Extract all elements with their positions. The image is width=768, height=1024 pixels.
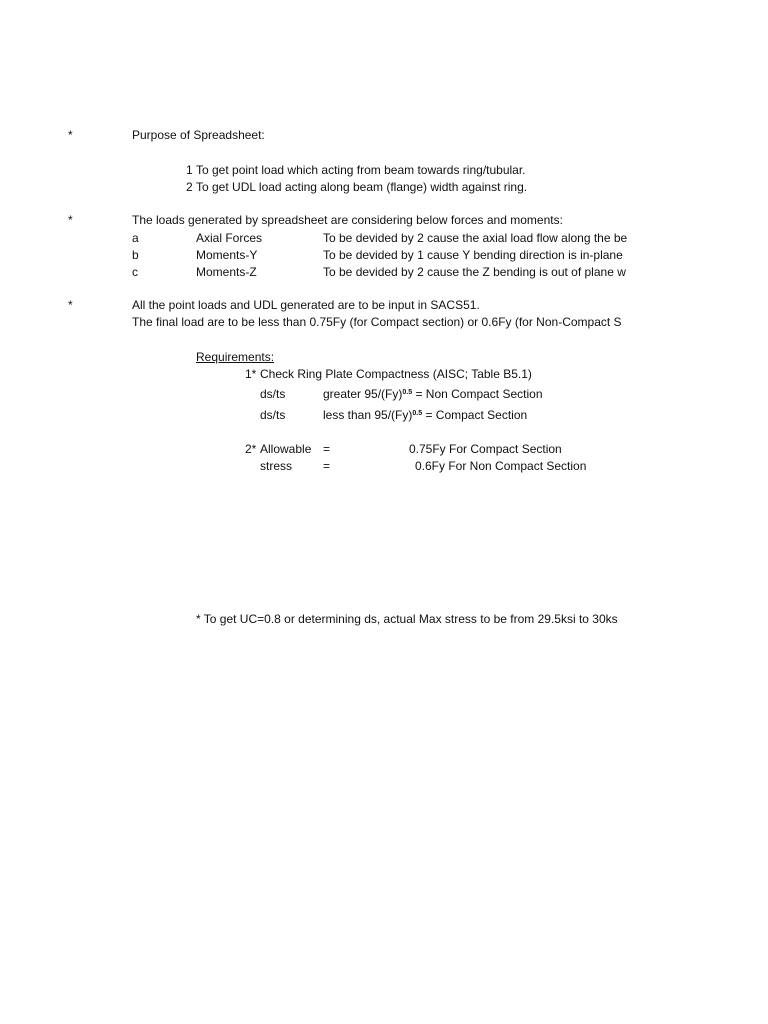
load-row-b-letter: b <box>132 248 139 262</box>
purpose-item-2-text: To get UDL load acting along beam (flange) width against ring. <box>196 180 528 194</box>
load-row-a-letter: a <box>132 231 139 245</box>
req-1-row-2-ratio: ds/ts <box>260 408 286 422</box>
load-row-b-name: Moments-Y <box>196 248 258 262</box>
purpose-item-1-text: To get point load which acting from beam towards ring/tubular. <box>196 163 526 177</box>
req-1-title: Check Ring Plate Compactness (AISC; Table B5.1) <box>260 367 532 381</box>
uc-note: * To get UC=0.8 or determining ds, actual Max stress to be from 29.5ksi to 30ks <box>196 612 618 626</box>
req-2-label-allowable: Allowable <box>260 442 312 456</box>
bullet-1: * <box>68 128 73 142</box>
load-row-b-desc: To be devided by 1 cause Y bending direction is in-plane <box>323 248 623 262</box>
load-row-c-name: Moments-Z <box>196 265 257 279</box>
req-2-equals-1: = <box>323 442 331 456</box>
bullet-2: * <box>68 213 73 227</box>
req-2-value-noncompact: 0.6Fy For Non Compact Section <box>415 459 587 473</box>
bullet-3: * <box>68 298 73 312</box>
req-2-label-stress: stress <box>260 459 293 473</box>
load-row-c-letter: c <box>132 265 138 279</box>
req-1-row-1-condition: greater $95/(Fy)^{0.5}$ = Non Compact Section <box>323 387 543 401</box>
req-1-row-2-condition: less than $95/(Fy)^{0.5}$ = Compact Section <box>323 408 528 422</box>
input-note-line-1: All the point loads and UDL generated are to be input in SACS51. <box>132 298 480 312</box>
req-2-equals-2: = <box>323 459 331 473</box>
load-row-c-desc: To be devided by 2 cause the Z bending is out of plane w <box>323 265 626 279</box>
req-2-value-compact: 0.75Fy For Compact Section <box>409 442 562 456</box>
req-2-num: 2* <box>245 442 257 456</box>
purpose-item-2-num: 2 <box>186 180 193 194</box>
req-1-row-1-ratio: ds/ts <box>260 387 286 401</box>
requirements-title: Requirements: <box>196 350 275 364</box>
load-row-a-name: Axial Forces <box>196 231 263 245</box>
load-row-a-desc: To be devided by 2 cause the axial load flow along the be <box>323 231 628 245</box>
req-1-num: 1* <box>245 367 257 381</box>
input-note-line-2: The final load are to be less than 0.75Fy (for Compact section) or 0.6Fy (for Non-Compact S <box>132 315 622 329</box>
purpose-heading: Purpose of Spreadsheet: <box>132 128 265 142</box>
purpose-item-1-num: 1 <box>186 163 193 177</box>
loads-heading: The loads generated by spreadsheet are considering below forces and moments: <box>132 213 563 227</box>
